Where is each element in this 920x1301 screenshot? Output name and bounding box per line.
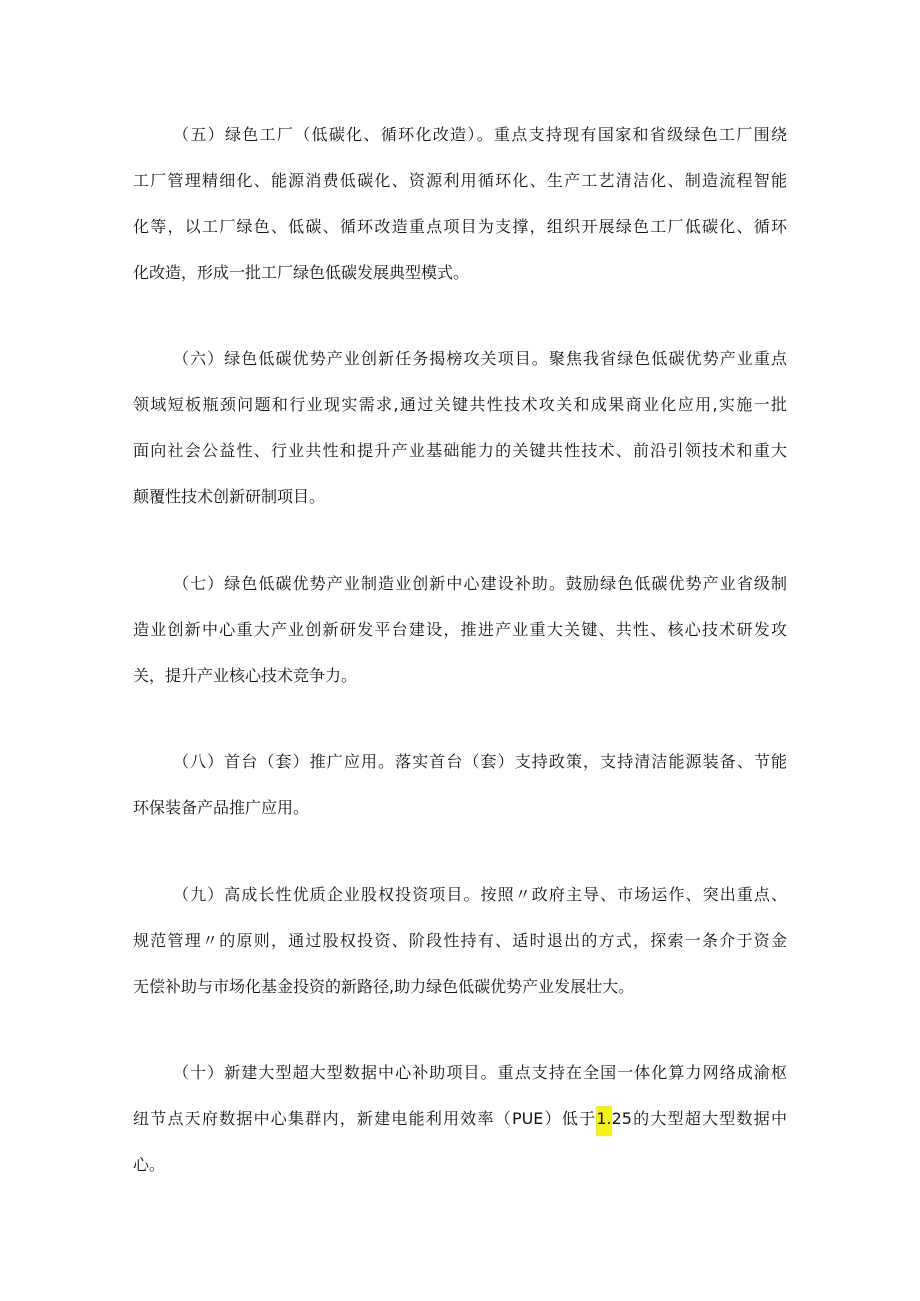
text-before-highlight: 纽节点天府数据中心集群内，新建电能利用效率（PUE）低于 bbox=[133, 1109, 597, 1128]
text-line: 颠覆性技术创新研制项目。 bbox=[133, 487, 326, 506]
text-line: 领域短板瓶颈问题和行业现实需求,通过关键共性技术攻关和成果商业化应用,实施一批 bbox=[133, 395, 787, 414]
text-line: 化改造，形成一批工厂绿色低碳发展典型模式。 bbox=[133, 263, 470, 282]
highlighted-text: 1. bbox=[596, 1106, 611, 1136]
paragraph-item-9 bbox=[133, 872, 787, 1010]
text-line: （六）绿色低碳优势产业创新任务揭榜攻关项目。聚焦我省绿色低碳优势产业重点 bbox=[173, 349, 787, 368]
text-line: 关，提升产业核心技术竞争力。 bbox=[133, 666, 358, 685]
text-line: 环保装备产品推广应用。 bbox=[133, 798, 310, 817]
text-line: 心。 bbox=[133, 1155, 166, 1174]
text-line: （十）新建大型超大型数据中心补助项目。重点支持在全国一体化算力网络成渝枢 bbox=[173, 1063, 787, 1082]
text-line: 化等，以工厂绿色、低碳、循环改造重点项目为支撑，组织开展绿色工厂低碳化、循环 bbox=[133, 217, 787, 236]
paragraph-item-8 bbox=[133, 739, 787, 831]
text-line: 规范管理〃的原则，通过股权投资、阶段性持有、适时退出的方式，探索一条介于资金 bbox=[133, 931, 787, 950]
text-after-highlight: 25的大型超大型数据中 bbox=[611, 1109, 787, 1128]
paragraph-item-5 bbox=[133, 112, 787, 296]
text-line: （九）高成长性优质企业股权投资项目。按照〃政府主导、市场运作、突出重点、 bbox=[173, 885, 787, 904]
paragraph-item-10 bbox=[133, 1050, 787, 1188]
paragraph-item-6 bbox=[133, 336, 787, 520]
text-line: （七）绿色低碳优势产业制造业创新中心建设补助。鼓励绿色低碳优势产业省级制 bbox=[173, 574, 787, 593]
text-line: 造业创新中心重大产业创新研发平台建设，推进产业重大关键、共性、核心技术研发攻 bbox=[133, 620, 787, 639]
text-line bbox=[133, 1096, 787, 1142]
text-line: （八）首台（套）推广应用。落实首台（套）支持政策，支持清洁能源装备、节能 bbox=[173, 752, 787, 771]
paragraph-item-7 bbox=[133, 561, 787, 699]
text-line: 面向社会公益性、行业共性和提升产业基础能力的关键共性技术、前沿引领技术和重大 bbox=[133, 441, 787, 460]
text-line: 工厂管理精细化、能源消费低碳化、资源利用循环化、生产工艺清洁化、制造流程智能 bbox=[133, 171, 787, 190]
text-line: 无偿补助与市场化基金投资的新路径,助力绿色低碳优势产业发展壮大。 bbox=[133, 977, 635, 996]
text-line: （五）绿色工厂（低碳化、循环化改造）。重点支持现有国家和省级绿色工厂围绕 bbox=[173, 125, 787, 144]
